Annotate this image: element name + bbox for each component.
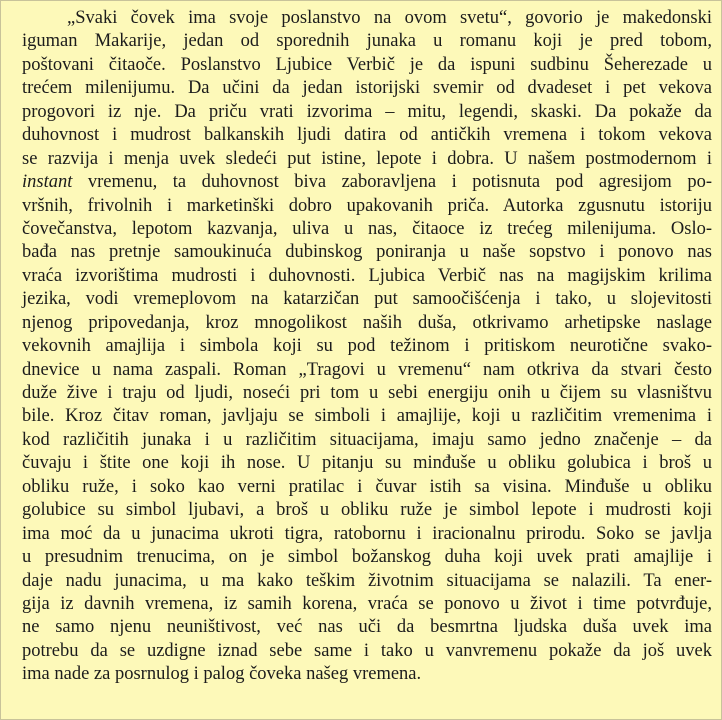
text-line: njenog pripovedanja, kroz mnogolikost naših duša, otkrivamo arhetipske naslage [22,312,712,333]
text-line-rest: vremenu, ta duhovnost biva zaboravljena i potisnuta pod agresijom po- [87,172,712,193]
text-line: vršnih, frivolnih i marketinški dobro upakovanih priča. Autorka zgusnutu istoriju [22,195,712,216]
text-line: dnevice u nama zaspali. Roman „Tragovi u vremenu“ nam otkriva da stvari često [22,359,712,380]
text-line: golubice su simbol ljubavi, a broš u obliku ruže je simbol lepote i mudrosti koji [22,500,712,521]
italic-word: instant [22,172,73,193]
text-line: kod različitih junaka i u različitim situacijama, imaju samo jedno značenje – da [22,429,712,450]
text-line: „Svaki čovek ima svoje poslanstvo na ovom svetu“, govorio je makedonski [67,8,712,28]
text-line: trećem milenijumu. Da učini da jedan istorijski svemir od dvadeset i pet vekova [22,78,712,99]
text-line: vraća izvorištima mudrosti i duhovnosti. Ljubica Verbič nas na magijskim krilima [22,265,712,286]
text-line [22,171,712,194]
text-line: daje nadu junacima, u ma kako teškim životnim situacijama se nalazili. Ta ener- [22,570,712,591]
text-line: jezika, vodi vremeplovom na katarzičan put samoočišćenja i tako, u slojevitosti [22,289,712,310]
paragraph [22,7,712,687]
text-line: obliku ruže, i soko kao verni pratilac i čuvar istih sa visina. Minđuše u obliku [22,476,712,497]
text-line: duhovnost i mudrost balkanskih ljudi datira od antičkih vremena i tokom vekova [22,125,712,146]
text-line: ima moć da u junacima ukroti tigra, ratobornu i iracionalnu prirodu. Soko se javlja [22,523,712,544]
text-line: ne samo njenu neuništivost, već nas uči da besmrtna ljudska duša uvek ima [22,617,712,638]
text-line: bile. Kroz čitav roman, javljaju se simboli i amajlije, koji u različitim vremenima i [22,406,712,427]
text-line: potrebu da se uzdigne iznad sebe same i tako u vanvremenu pokaže da još uvek [22,640,712,661]
text-line: u presudnim trenucima, on je simbol božanskog duha koji uvek prati amajlije i [22,547,712,568]
text-line: ima nade za posrnulog i palog čoveka našeg vremena. [22,664,422,685]
text-line: bađa nas pretnje samoukinuća dubinskog poniranja u naše sopstvo i ponovo nas [22,242,712,263]
text-line: gija iz davnih vremena, iz samih korena, vraća se ponovo u život i time potvrđuje, [22,593,712,614]
text-line: čovečanstva, lepotom kazvanja, uliva u nas, čitaoce iz trećeg milenijuma. Oslo- [22,218,712,239]
text-line: vekovnih amajlija i simbola koji su pod težinom i pritiskom neurotične svako- [22,336,712,357]
text-line: iguman Makarije, jedan od sporednih junaka u romanu koji je pred tobom, [22,31,712,52]
text-line: poštovani čitaoče. Poslanstvo Ljubice Verbič je da ispuni sudbinu Šeherezade u [22,54,712,75]
text-line: čuvaju i štite one koji ih nose. U pitanju su minđuše u obliku golubica i broš u [22,453,712,474]
text-line: duže žive i traju od ljudi, noseći pri tom u sebi energiju onih u čijem su vlasništvu [22,383,712,403]
text-line: se razvija i menja uvek sledeći put istine, lepote i dobra. U našem postmodernom i [22,148,712,169]
text-line: progovori iz nje. Da priču vrati izvorima – mitu, legendi, skaski. Da pokaže da [22,101,712,122]
